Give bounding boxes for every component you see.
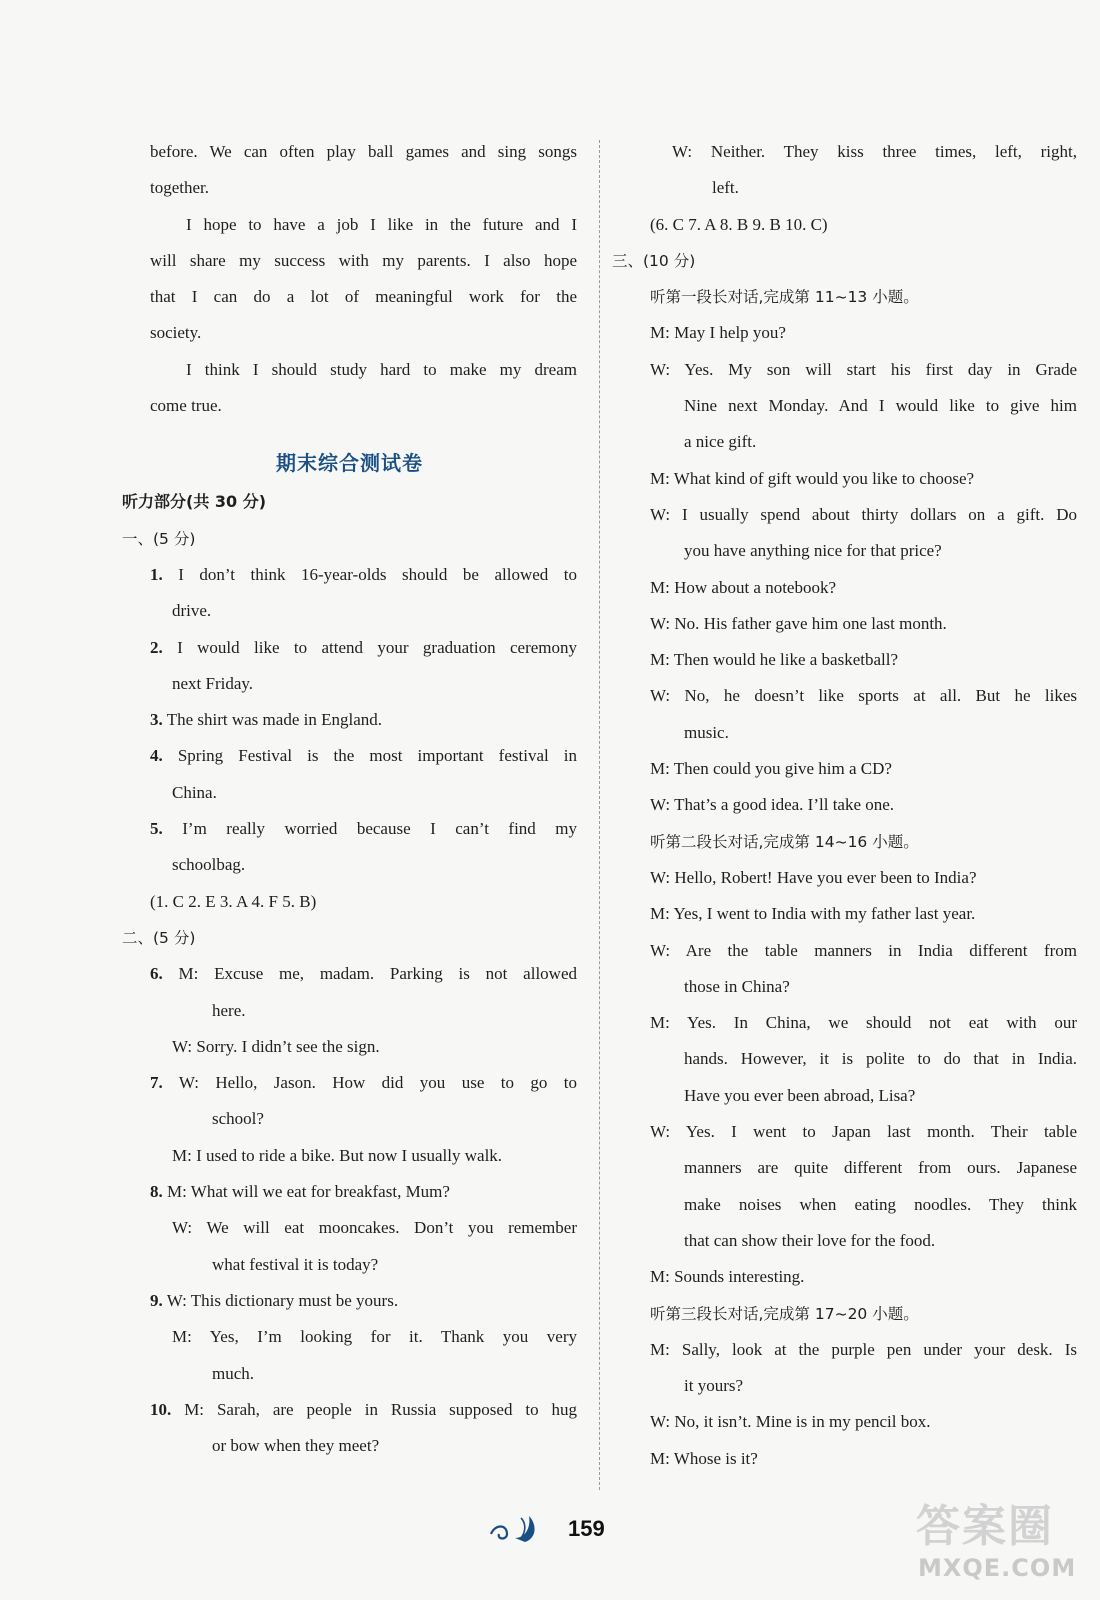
dialogue-text: What will we eat for breakfast, Mum? [190, 1182, 450, 1202]
item-text: I don’t think 16-year-olds should be allowed to [178, 564, 577, 584]
dialogue-line: make noises when eating noodles. They think [684, 1194, 1077, 1214]
item-text: I’m really worried because I can’t find my [182, 819, 577, 839]
speaker-label: M: [172, 1145, 192, 1165]
dialogue-line: M: Then could you give him a CD? [650, 759, 892, 779]
instruction-line: 听第二段长对话,完成第 14~16 小题。 [650, 832, 919, 851]
part1-item-line [122, 738, 577, 774]
dialogue-text: Excuse me, madam. Parking is not allowed [214, 964, 577, 984]
item-number: 6. [150, 964, 163, 984]
dialogue-line: it yours? [684, 1376, 744, 1396]
part1-item-line [122, 847, 577, 883]
speaker-label: M: [167, 1182, 187, 1202]
item-number: 7. [150, 1073, 163, 1093]
dialogue-list [622, 279, 1077, 1477]
dialogue-text: I used to ride a bike. But now I usually walk. [196, 1145, 503, 1165]
dialogue-line: W: Yes. I went to Japan last month. Their table [650, 1122, 1077, 1142]
instruction-line: 听第一段长对话,完成第 11~13 小题。 [650, 288, 919, 307]
dialogue-line: M: Yes, I went to India with my father last year. [650, 904, 976, 924]
dialogue-line: W: Are the table manners in India different from [650, 940, 1077, 960]
dialogue-line: M: How about a notebook? [650, 577, 837, 597]
dialogue-line: hands. However, it is polite to do that in India. [684, 1049, 1077, 1069]
dialogue-line: M: Sally, look at the purple pen under your desk. Is [650, 1339, 1077, 1359]
dialogue-text: or bow when they meet? [212, 1436, 380, 1456]
dialogue-line: M: What kind of gift would you like to choose? [650, 468, 975, 488]
column-divider [599, 140, 600, 1490]
essay-line: I think I should study hard to make my dream [186, 359, 577, 379]
dialogue-line: M: Whose is it? [650, 1448, 758, 1468]
dialogue-line: music. [684, 722, 729, 742]
dialogue-line: M: Then would he like a basketball? [650, 650, 899, 670]
essay-line: before. We can often play ball games and sing songs [150, 142, 577, 161]
dialogue-line [122, 1392, 577, 1428]
part1-header: 一、(5 分) [122, 529, 196, 548]
part1-item-line [122, 630, 577, 666]
dialogue-line: left. [712, 178, 739, 198]
item-text: drive. [172, 601, 212, 621]
part1-item-line [122, 702, 577, 738]
dialogue-line: those in China? [684, 976, 790, 996]
part1-answers: (1. C 2. E 3. A 4. F 5. B) [150, 891, 317, 911]
item-text: Spring Festival is the most important festival in [177, 746, 577, 766]
dialogue-line [122, 1101, 577, 1137]
dialogue-line: W: That’s a good idea. I’ll take one. [650, 795, 895, 815]
dialogue-line: Have you ever been abroad, Lisa? [684, 1085, 916, 1105]
watermark-cjk: 答案圈 [916, 1501, 1054, 1552]
part2-list [122, 956, 577, 1464]
section-title: 期末综合测试卷 [276, 451, 423, 476]
dialogue-line: M: May I help you? [650, 323, 786, 343]
dialogue-text: We will eat mooncakes. Don’t you remember [206, 1218, 577, 1238]
item-number: 5. [150, 819, 163, 839]
dialogue-text: much. [212, 1363, 255, 1383]
dialogue-text: school? [212, 1109, 264, 1129]
part1-list [122, 557, 577, 884]
part1-item-line [122, 811, 577, 847]
dialogue-line: Nine next Monday. And I would like to give him [684, 396, 1077, 416]
swirl-ornament-icon [485, 1508, 557, 1548]
part3-header: 三、(10 分) [612, 251, 696, 270]
dialogue-text: Hello, Jason. How did you use to go to [215, 1073, 577, 1093]
listening-header: 听力部分(共 30 分) [122, 492, 267, 512]
item-number: 1. [150, 564, 163, 584]
dialogue-line: you have anything nice for that price? [684, 541, 942, 561]
part2-header: 二、(5 分) [122, 928, 196, 947]
dialogue-line: manners are quite different from ours. Japanese [684, 1158, 1077, 1178]
dialogue-line [122, 1247, 577, 1283]
speaker-label: M: [172, 1327, 192, 1347]
item-text: next Friday. [172, 673, 254, 693]
dialogue-line [122, 1428, 577, 1464]
watermark-logo [910, 1488, 1090, 1588]
dialogue-line: a nice gift. [684, 432, 757, 452]
right-column [612, 134, 1077, 1477]
dialogue-text: Yes, I’m looking for it. Thank you very [209, 1327, 577, 1347]
dialogue-line [122, 956, 577, 992]
essay-line: come true. [150, 396, 222, 416]
dialogue-line [122, 1319, 577, 1355]
dialogue-line [122, 1065, 577, 1101]
right-top-lines [622, 134, 1077, 207]
item-text: I would like to attend your graduation ceremony [177, 637, 577, 657]
dialogue-line: W: No. His father gave him one last month. [650, 613, 947, 633]
essay-line: that I can do a lot of meaningful work for the [150, 287, 577, 307]
dialogue-line: W: No, it isn’t. Mine is in my pencil box. [650, 1412, 931, 1432]
item-number: 3. [150, 710, 163, 730]
watermark-text: MXQE.COM [918, 1554, 1077, 1582]
dialogue-text: Sorry. I didn’t see the sign. [196, 1036, 380, 1056]
dialogue-line [122, 1283, 577, 1319]
item-number: 10. [150, 1399, 172, 1419]
dialogue-line [122, 1174, 577, 1210]
dialogue-line: that can show their love for the food. [684, 1230, 936, 1250]
dialogue-line: W: No, he doesn’t like sports at all. But he likes [650, 686, 1077, 706]
item-text: The shirt was made in England. [166, 710, 382, 730]
dialogue-line: W: I usually spend about thirty dollars on a gift. Do [650, 504, 1077, 524]
item-number: 2. [150, 637, 163, 657]
dialogue-line: M: Sounds interesting. [650, 1267, 805, 1287]
dialogue-text: This dictionary must be yours. [190, 1290, 399, 1310]
speaker-label: M: [178, 964, 199, 984]
essay-line: I hope to have a job I like in the future and I [186, 214, 577, 234]
item-number: 8. [150, 1182, 163, 1202]
speaker-label: M: [184, 1399, 205, 1419]
instruction-line: 听第三段长对话,完成第 17~20 小题。 [650, 1304, 919, 1323]
part1-item-line [122, 775, 577, 811]
part1-item-line [122, 557, 577, 593]
page-number: 159 [568, 1516, 605, 1541]
speaker-label: W: [178, 1073, 199, 1093]
dialogue-line: W: Neither. They kiss three times, left, right, [672, 142, 1077, 161]
item-text: China. [172, 782, 217, 802]
dialogue-line: M: Yes. In China, we should not eat with our [650, 1013, 1077, 1033]
essay-line: will share my success with my parents. I also hope [150, 250, 577, 270]
dialogue-text: Sarah, are people in Russia supposed to hug [216, 1399, 577, 1419]
left-column [122, 134, 577, 1464]
dialogue-line: W: Yes. My son will start his first day in Grade [650, 359, 1077, 379]
part1-item-line [122, 666, 577, 702]
speaker-label: W: [166, 1290, 187, 1310]
item-number: 9. [150, 1290, 163, 1310]
item-text: schoolbag. [172, 855, 246, 875]
dialogue-line [122, 1029, 577, 1065]
part1-item-line [122, 593, 577, 629]
dialogue-text: here. [212, 1000, 246, 1020]
dialogue-line [122, 993, 577, 1029]
dialogue-line: W: Hello, Robert! Have you ever been to India? [650, 867, 977, 887]
speaker-label: W: [172, 1036, 193, 1056]
item-number: 4. [150, 746, 163, 766]
essay-line: society. [150, 323, 202, 343]
dialogue-line [122, 1138, 577, 1174]
part2-answers: (6. C 7. A 8. B 9. B 10. C) [650, 214, 828, 234]
dialogue-text: what festival it is today? [212, 1254, 379, 1274]
dialogue-line [122, 1210, 577, 1246]
speaker-label: W: [172, 1218, 193, 1238]
essay-line: together. [150, 178, 210, 198]
dialogue-line [122, 1356, 577, 1392]
